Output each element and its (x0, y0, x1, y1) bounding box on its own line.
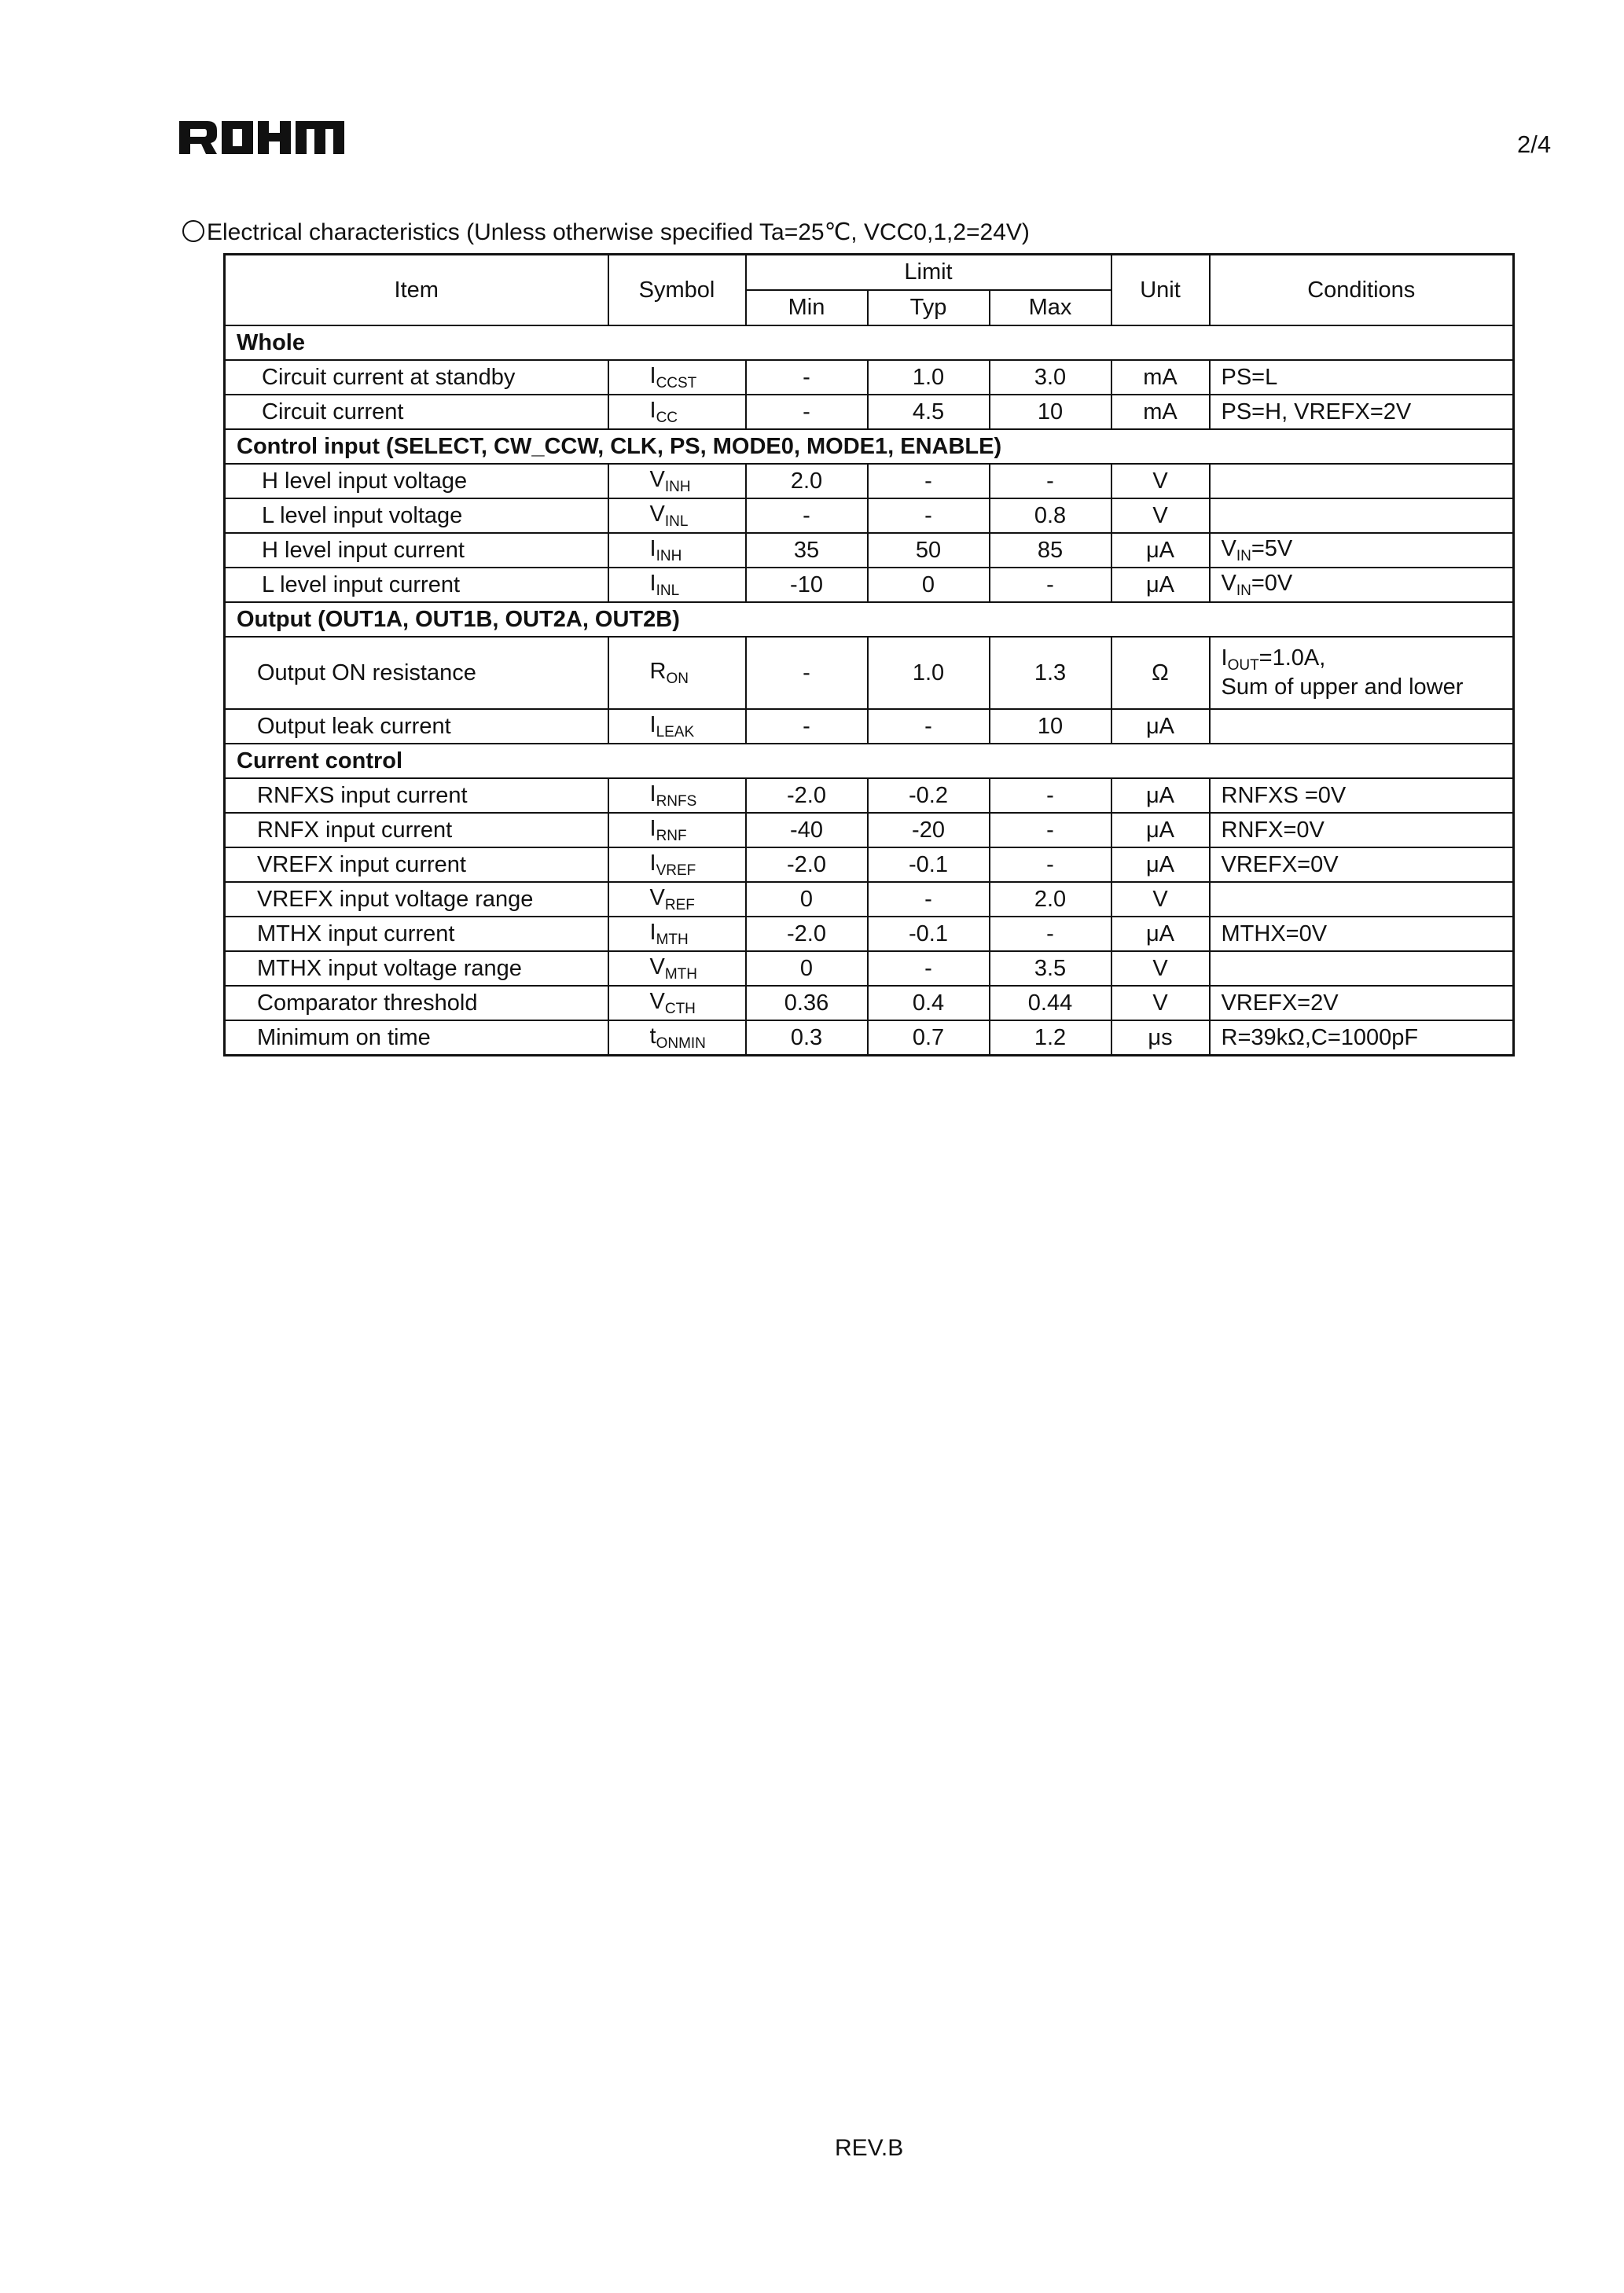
symbol-letter: I (649, 850, 656, 876)
table-row (225, 533, 1514, 568)
symbol-cell (608, 986, 746, 1020)
min-cell: -40 (746, 813, 868, 847)
conditions-subscript: IN (1236, 582, 1251, 599)
symbol-subscript: ONMIN (656, 1034, 706, 1052)
rohm-logo (179, 118, 344, 156)
conditions-subscript: OUT (1227, 657, 1259, 674)
header-item: Item (225, 255, 608, 326)
symbol-letter: V (649, 501, 665, 527)
section-title: Current control (225, 744, 1514, 778)
caption-text: Electrical characteristics (Unless otherwise specified Ta=25℃, VCC0,1,2=24V) (207, 219, 1030, 245)
conditions-cell (1210, 360, 1514, 395)
unit-cell: V (1111, 498, 1210, 533)
header-min: Min (746, 290, 868, 325)
unit-cell: μA (1111, 533, 1210, 568)
symbol-cell (608, 395, 746, 429)
revision-footer: REV.B (835, 2135, 904, 2161)
max-cell: 0.8 (990, 498, 1111, 533)
symbol-cell (608, 360, 746, 395)
min-cell: -2.0 (746, 917, 868, 951)
unit-cell: mA (1111, 360, 1210, 395)
min-cell: - (746, 395, 868, 429)
conditions-text: MTHX=0V (1221, 921, 1328, 946)
symbol-subscript: RNFS (656, 792, 697, 810)
header-symbol: Symbol (608, 255, 746, 326)
min-cell: 0.36 (746, 986, 868, 1020)
header-unit: Unit (1111, 255, 1210, 326)
symbol-letter: t (649, 1023, 656, 1049)
unit-cell: V (1111, 986, 1210, 1020)
min-cell: 0 (746, 882, 868, 917)
max-cell: 3.5 (990, 951, 1111, 986)
symbol-subscript: INH (664, 478, 691, 495)
max-cell: - (990, 813, 1111, 847)
table-row (225, 360, 1514, 395)
symbol-cell (608, 464, 746, 498)
item-cell: RNFX input current (225, 813, 608, 847)
max-cell: 10 (990, 395, 1111, 429)
conditions-tail: =5V (1251, 535, 1293, 561)
max-cell: 2.0 (990, 882, 1111, 917)
section-title: Control input (SELECT, CW_CCW, CLK, PS, MODE0, MODE1, ENABLE) (225, 429, 1514, 464)
conditions-cell (1210, 951, 1514, 986)
item-cell: MTHX input current (225, 917, 608, 951)
symbol-letter: I (649, 711, 656, 737)
max-cell: - (990, 778, 1111, 813)
unit-cell: μA (1111, 813, 1210, 847)
symbol-cell (608, 498, 746, 533)
conditions-cell (1210, 778, 1514, 813)
conditions-text: VREFX=0V (1221, 851, 1339, 877)
max-cell: - (990, 568, 1111, 602)
symbol-letter: V (649, 954, 665, 979)
conditions-subscript: IN (1236, 547, 1251, 564)
page-number: 2/4 (1517, 130, 1552, 158)
unit-cell: V (1111, 882, 1210, 917)
section-title: Whole (225, 325, 1514, 360)
symbol-cell (608, 778, 746, 813)
table-row (225, 637, 1514, 709)
min-cell: -2.0 (746, 847, 868, 882)
min-cell: 0 (746, 951, 868, 986)
symbol-letter: I (649, 815, 656, 841)
symbol-subscript: INL (664, 513, 689, 530)
symbol-letter: V (649, 884, 665, 910)
table-row (225, 395, 1514, 429)
symbol-cell (608, 951, 746, 986)
section-row (225, 429, 1514, 464)
min-cell: 0.3 (746, 1020, 868, 1056)
min-cell: - (746, 498, 868, 533)
typ-cell: - (868, 709, 990, 744)
symbol-subscript: INH (656, 547, 682, 564)
symbol-cell (608, 637, 746, 709)
symbol-letter: I (649, 919, 656, 945)
table-row (225, 709, 1514, 744)
conditions-text: I (1221, 645, 1228, 671)
table-row (225, 1020, 1514, 1056)
symbol-letter: I (649, 535, 656, 561)
symbol-cell (608, 847, 746, 882)
max-cell: - (990, 464, 1111, 498)
unit-cell: V (1111, 951, 1210, 986)
item-cell: Circuit current at standby (225, 360, 608, 395)
symbol-cell (608, 568, 746, 602)
conditions-cell (1210, 709, 1514, 744)
min-cell: - (746, 709, 868, 744)
conditions-cell (1210, 1020, 1514, 1056)
symbol-subscript: MTH (664, 965, 697, 983)
typ-cell: -0.1 (868, 917, 990, 951)
conditions-text: VREFX=2V (1221, 990, 1339, 1016)
typ-cell: - (868, 951, 990, 986)
max-cell: 10 (990, 709, 1111, 744)
header-conditions: Conditions (1210, 255, 1514, 326)
item-cell: L level input current (225, 568, 608, 602)
table-row (225, 778, 1514, 813)
max-cell: - (990, 917, 1111, 951)
conditions-cell (1210, 395, 1514, 429)
typ-cell: 1.0 (868, 360, 990, 395)
conditions-cell (1210, 568, 1514, 602)
table-row (225, 951, 1514, 986)
typ-cell: 50 (868, 533, 990, 568)
section-title: Output (OUT1A, OUT1B, OUT2A, OUT2B) (225, 602, 1514, 637)
symbol-letter: I (649, 397, 656, 423)
symbol-cell (608, 533, 746, 568)
conditions-text: V (1221, 535, 1236, 561)
item-cell: Output ON resistance (225, 637, 608, 709)
conditions-cell (1210, 882, 1514, 917)
header-row (225, 255, 1514, 291)
symbol-cell (608, 813, 746, 847)
item-cell: L level input voltage (225, 498, 608, 533)
conditions-text: RNFX=0V (1221, 817, 1325, 843)
unit-cell: mA (1111, 395, 1210, 429)
unit-cell: μA (1111, 778, 1210, 813)
symbol-subscript: ON (666, 670, 689, 687)
typ-cell: 0.4 (868, 986, 990, 1020)
unit-cell: μA (1111, 917, 1210, 951)
symbol-subscript: RNF (656, 827, 687, 844)
conditions-cell (1210, 813, 1514, 847)
item-cell: RNFXS input current (225, 778, 608, 813)
unit-cell: V (1111, 464, 1210, 498)
typ-cell: 1.0 (868, 637, 990, 709)
conditions-text: PS=H, VREFX=2V (1221, 399, 1412, 424)
symbol-letter: R (649, 658, 667, 684)
item-cell: VREFX input voltage range (225, 882, 608, 917)
symbol-subscript: INL (656, 582, 680, 599)
table-row (225, 917, 1514, 951)
max-cell: 0.44 (990, 986, 1111, 1020)
typ-cell: -0.1 (868, 847, 990, 882)
symbol-letter: V (649, 466, 665, 492)
symbol-cell (608, 882, 746, 917)
min-cell: 35 (746, 533, 868, 568)
circle-bullet-icon (182, 220, 204, 242)
section-row (225, 602, 1514, 637)
max-cell: 85 (990, 533, 1111, 568)
symbol-letter: I (649, 362, 656, 388)
unit-cell: Ω (1111, 637, 1210, 709)
table-row (225, 813, 1514, 847)
item-cell: Output leak current (225, 709, 608, 744)
item-cell: VREFX input current (225, 847, 608, 882)
item-cell: Minimum on time (225, 1020, 608, 1056)
symbol-subscript: LEAK (656, 723, 695, 740)
conditions-text: V (1221, 570, 1236, 596)
item-cell: H level input current (225, 533, 608, 568)
typ-cell: 0 (868, 568, 990, 602)
conditions-tail: =0V (1251, 570, 1293, 596)
section-row (225, 744, 1514, 778)
symbol-subscript: MTH (656, 931, 689, 948)
symbol-cell (608, 1020, 746, 1056)
table-row (225, 464, 1514, 498)
conditions-text: PS=L (1221, 364, 1278, 390)
unit-cell: μA (1111, 709, 1210, 744)
min-cell: -10 (746, 568, 868, 602)
symbol-letter: I (649, 781, 656, 807)
header-typ: Typ (868, 290, 990, 325)
typ-cell: 4.5 (868, 395, 990, 429)
max-cell: 3.0 (990, 360, 1111, 395)
symbol-cell (608, 917, 746, 951)
conditions-cell (1210, 498, 1514, 533)
symbol-letter: I (649, 570, 656, 596)
typ-cell: -0.2 (868, 778, 990, 813)
max-cell: - (990, 847, 1111, 882)
item-cell: Comparator threshold (225, 986, 608, 1020)
header-max: Max (990, 290, 1111, 325)
conditions-cell (1210, 464, 1514, 498)
table-row (225, 847, 1514, 882)
max-cell: 1.3 (990, 637, 1111, 709)
conditions-cell (1210, 533, 1514, 568)
conditions-line2: Sum of upper and lower (1221, 674, 1464, 700)
table-row (225, 498, 1514, 533)
typ-cell: 0.7 (868, 1020, 990, 1056)
conditions-text: RNFXS =0V (1221, 782, 1347, 808)
section-row (225, 325, 1514, 360)
item-cell: Circuit current (225, 395, 608, 429)
item-cell: H level input voltage (225, 464, 608, 498)
conditions-cell (1210, 847, 1514, 882)
typ-cell: - (868, 464, 990, 498)
header-limit: Limit (746, 255, 1111, 291)
item-cell: MTHX input voltage range (225, 951, 608, 986)
symbol-cell (608, 709, 746, 744)
table-row (225, 882, 1514, 917)
conditions-text: R=39kΩ,C=1000pF (1221, 1024, 1419, 1050)
symbol-subscript: CC (656, 409, 678, 426)
conditions-tail: =1.0A, (1258, 645, 1326, 671)
conditions-cell (1210, 917, 1514, 951)
unit-cell: μA (1111, 568, 1210, 602)
conditions-cell (1210, 637, 1514, 709)
typ-cell: - (868, 498, 990, 533)
unit-cell: μs (1111, 1020, 1210, 1056)
min-cell: 2.0 (746, 464, 868, 498)
table-row (225, 568, 1514, 602)
electrical-characteristics-table (223, 253, 1515, 1056)
min-cell: - (746, 637, 868, 709)
symbol-subscript: CTH (664, 1000, 696, 1017)
conditions-cell (1210, 986, 1514, 1020)
min-cell: -2.0 (746, 778, 868, 813)
unit-cell: μA (1111, 847, 1210, 882)
table-row (225, 986, 1514, 1020)
symbol-subscript: VREF (656, 862, 696, 879)
table-caption (182, 219, 1030, 246)
typ-cell: -20 (868, 813, 990, 847)
typ-cell: - (868, 882, 990, 917)
symbol-letter: V (649, 988, 665, 1014)
max-cell: 1.2 (990, 1020, 1111, 1056)
min-cell: - (746, 360, 868, 395)
symbol-subscript: CCST (656, 374, 697, 391)
symbol-subscript: REF (664, 896, 695, 913)
